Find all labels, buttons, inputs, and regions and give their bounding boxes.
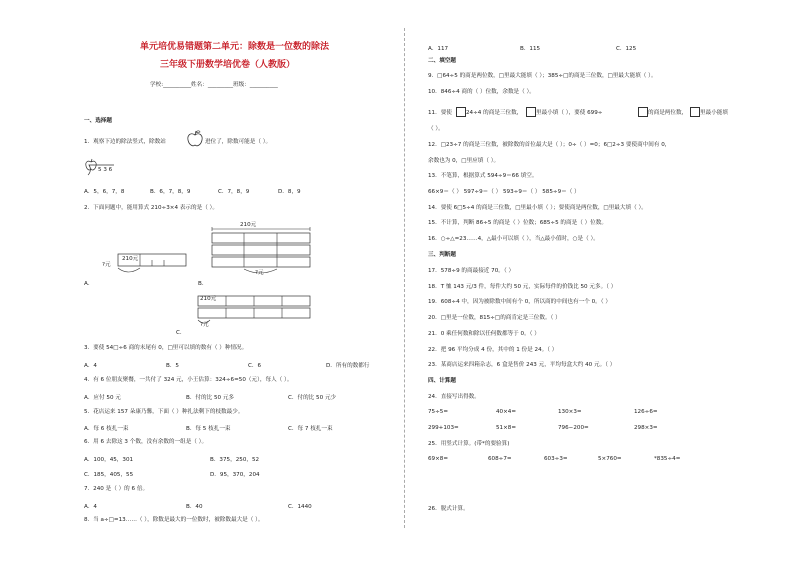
title: 单元培优易错题第二单元：除数是一位数的除法 xyxy=(140,42,330,52)
q7-option-c[interactable]: C．1440 xyxy=(288,504,312,510)
q17-text: 17．578÷9 的商最接近 70。（ ） xyxy=(428,268,515,274)
q16-text: 16．○÷△=23……4，△最小可以填（ ），当△最小值时，○是（ ）。 xyxy=(428,236,599,242)
q6-option-d[interactable]: D．95，370，204 xyxy=(210,472,260,478)
calc-3-1: 69×8= xyxy=(428,456,449,462)
q4-option-c[interactable]: C．付的比 50 元少 xyxy=(288,395,337,401)
q2-text: 2．下面问题中，能用算式 210÷3×4 表示的是（ ）。 xyxy=(84,205,218,211)
q2-c-total: 210元 xyxy=(200,296,217,302)
q6-text: 6．用 6 去除这 3 个数，没有余数的一组是（ ）。 xyxy=(84,439,208,445)
calc-3-5: *835÷4= xyxy=(654,456,681,462)
q3-text: 3．要使 54□÷6 商的末尾有 0，□里可以填的数有（ ）种情况。 xyxy=(84,345,248,351)
q8-option-a[interactable]: A．117 xyxy=(428,46,449,52)
calc-1-2: 40×4= xyxy=(496,409,517,415)
q21-text: 21．0 乘任何数和除以任何数都等于 0。（ ） xyxy=(428,331,540,337)
q5-text: 5．花店运来 157 朵康乃馨，下面（ ）种扎法剩下的枝数最少。 xyxy=(84,409,244,415)
q3-option-b[interactable]: B．5 xyxy=(166,363,179,369)
q2-option-b[interactable]: B． xyxy=(198,281,208,287)
calc-3-4: 5×760= xyxy=(598,456,622,462)
q11-text: 11．要使 xyxy=(428,110,452,116)
q1-text-b: 进位了，除数可能是（ ）。 xyxy=(205,139,272,145)
q2-c-question: ?元 xyxy=(200,322,209,328)
student-info: 学校:__________姓名：_________班级：__________ xyxy=(150,82,278,88)
section-fill: 二、填空题 xyxy=(428,58,456,64)
q1-option-d[interactable]: D．8，9 xyxy=(278,189,301,195)
q3-option-d[interactable]: D．所有的数都行 xyxy=(326,363,370,369)
calc-2-1: 299+103= xyxy=(428,425,459,431)
calc-1-3: 130×3= xyxy=(558,409,582,415)
q1-option-c[interactable]: C．7，8，9 xyxy=(218,189,250,195)
q11-box-1 xyxy=(456,107,466,117)
q11-text-b: 24÷4 的商是三位数， xyxy=(466,110,523,116)
apple-icon xyxy=(186,130,204,148)
q6-option-c[interactable]: C．185，405，55 xyxy=(84,472,134,478)
q11-box-3 xyxy=(638,107,648,117)
q6-option-a[interactable]: A．100，45，301 xyxy=(84,457,134,463)
section-choice: 一、选择题 xyxy=(84,118,112,124)
calc-2-2: 51×8= xyxy=(496,425,517,431)
q8-text: 8．当 a÷□=13……（ ），除数是最大的一位数时，被除数最大是（ ）。 xyxy=(84,517,264,523)
calc-1-4: 126÷6= xyxy=(634,409,658,415)
section-judge: 三、判断题 xyxy=(428,252,456,258)
q20-text: 20．□里是一位数，815÷□的商肯定是三位数。（ ） xyxy=(428,315,561,321)
q18-text: 18．T 恤 143 元/3 件，每件大约 50 元，实际每件的价钱比 50 元多。（ ） xyxy=(428,284,617,290)
q26-text: 26．脱式计算。 xyxy=(428,506,469,512)
q22-text: 22．把 96 平均分成 4 份，其中的 1 份是 24。（ ） xyxy=(428,347,558,353)
q19-text: 19．608÷4 中，因为被除数中间有个 0，所以商的中间也有一个 0。（ ） xyxy=(428,299,611,305)
q1-option-a[interactable]: A．5，6，7，8 xyxy=(84,189,125,195)
q10-text: 10．846÷4 商的（ ）位数，余数是（ ）。 xyxy=(428,89,535,95)
q11-text-e: 里最小能填 xyxy=(700,110,728,116)
q3-option-a[interactable]: A．4 xyxy=(84,363,97,369)
calc-2-4: 298×3= xyxy=(634,425,658,431)
q9-text: 9．□64÷5 的商是两位数，□里最大能填（ ）；385÷□的商是三位数，□里最大能填（ ）。 xyxy=(428,73,657,79)
q5-option-b[interactable]: B．每 5 枝扎一束 xyxy=(186,426,231,432)
q13-text-b: 66×9＝（ ） 597÷9＝（ ） 593÷9＝（ ） 585÷9＝（ ） xyxy=(428,189,580,195)
q15-text: 15．不计算，判断 86÷5 的商是（ ）位数；685÷5 的商是（ ）位数。 xyxy=(428,220,607,226)
section-calc: 四、计算题 xyxy=(428,378,456,384)
q11-box-2 xyxy=(526,107,536,117)
column-divider xyxy=(404,28,405,528)
q11-text-c: 里最小填（ ），要使 699÷ xyxy=(536,110,603,116)
q7-option-b[interactable]: B．40 xyxy=(186,504,203,510)
calc-3-2: 608÷7= xyxy=(488,456,512,462)
q11-box-4 xyxy=(690,107,700,117)
q4-text: 4．有 6 位朋友聚餐，一共付了 324 元，小王估算：324÷6=50（元），每人（ ）。 xyxy=(84,377,293,383)
q2-a-question: ?元 xyxy=(102,262,111,268)
q2-b-total: 210元 xyxy=(240,222,257,228)
q7-option-a[interactable]: A．4 xyxy=(84,504,97,510)
q12-text-b: 余数也为 0，□里应填（ ）。 xyxy=(428,158,500,164)
q12-text: 12．□23÷7 的商是三位数，被除数的首位最大是（ ）；0÷（ ）=0；6□2÷3 要使商中间有 0， xyxy=(428,142,671,148)
q3-option-c[interactable]: C．6 xyxy=(248,363,262,369)
q23-text: 23．某商店运来四箱杂志，6 盒是售价 243 元，平均每盒大约 40 元。（ ） xyxy=(428,362,616,368)
calc-3-3: 603÷3= xyxy=(544,456,568,462)
q13-text: 13．不笔算，根据算式 594÷9＝66 填空。 xyxy=(428,173,538,179)
q2-option-a[interactable]: A． xyxy=(84,281,94,287)
q14-text: 14．要使 6□5÷4 的商是三位数，□里最小填（ ）；要使商是两位数，□里最大填（ ）。 xyxy=(428,205,647,211)
q7-text: 7．240 是（ ）的 6 倍。 xyxy=(84,486,149,492)
q1-option-b[interactable]: B．6，7，8，9 xyxy=(150,189,191,195)
q6-option-b[interactable]: B．375，250，52 xyxy=(210,457,260,463)
q4-option-a[interactable]: A．应付 50 元 xyxy=(84,395,121,401)
q11-text-f: （ ）。 xyxy=(428,126,444,132)
calc-1-1: 75÷5= xyxy=(428,409,449,415)
q2-option-c[interactable]: C． xyxy=(176,330,186,336)
q2-figure-b xyxy=(210,221,320,281)
q2-a-total: 210元 xyxy=(122,256,139,262)
q4-option-b[interactable]: B．付的比 50 元多 xyxy=(186,395,235,401)
q11-text-d: 的商是两位数， xyxy=(648,110,688,116)
q25-text: 25．用竖式计算。(带*的要验算) xyxy=(428,441,510,447)
q8-option-b[interactable]: B．115 xyxy=(520,46,541,52)
q2-figure-a xyxy=(100,252,190,278)
q5-option-a[interactable]: A．每 6 枝扎一束 xyxy=(84,426,129,432)
q5-option-c[interactable]: C．每 7 枝扎一束 xyxy=(288,426,333,432)
q8-option-c[interactable]: C．125 xyxy=(616,46,637,52)
q24-text: 24．直接写出得数。 xyxy=(428,394,480,400)
q1-dividend: 5 3 6 xyxy=(98,167,113,173)
subtitle: 三年级下册数学培优卷（人教版） xyxy=(160,60,296,70)
q1-text: 1．观察下边的除法竖式，除数站 xyxy=(84,139,166,145)
q2-b-question: ?元 xyxy=(255,270,264,276)
calc-2-3: 796−200= xyxy=(558,425,589,431)
